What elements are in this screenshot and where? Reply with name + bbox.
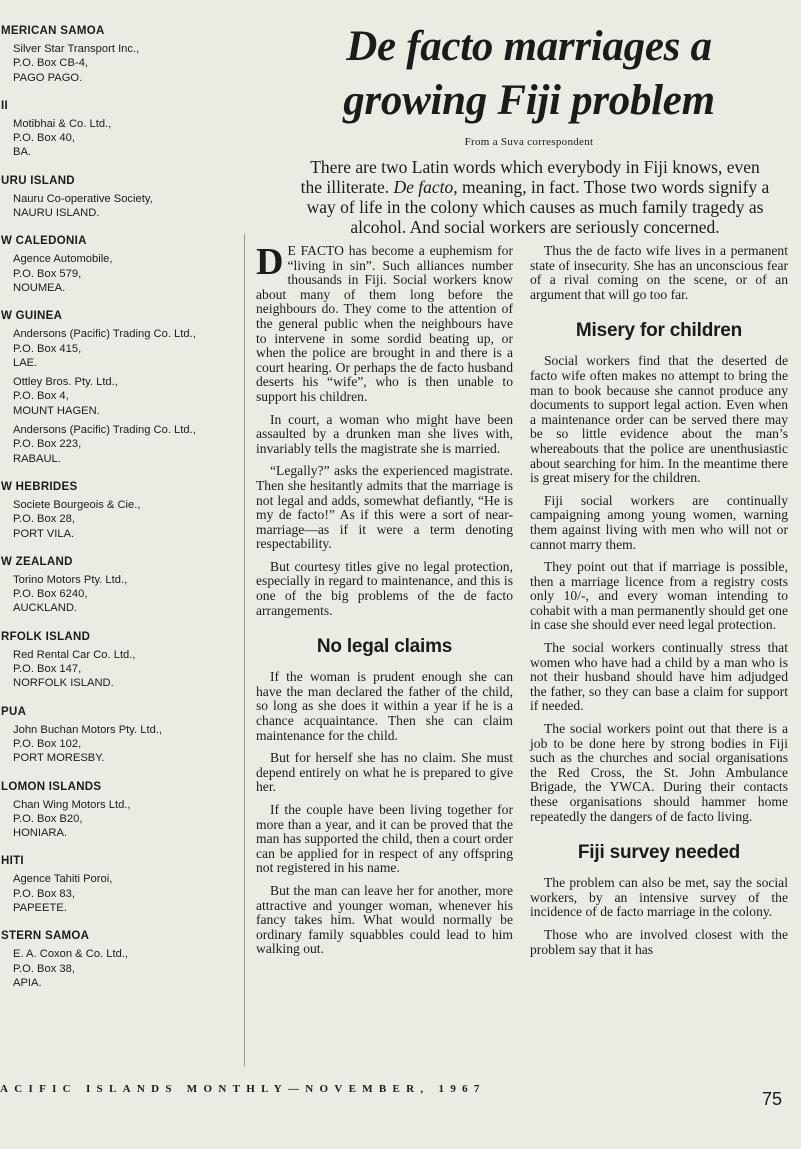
directory-entry-line: Torino Motors Pty. Ltd., — [13, 573, 128, 586]
directory-entry-line: P.O. Box 415, — [13, 342, 82, 355]
directory-region — [0, 234, 245, 295]
directory-region — [0, 99, 245, 160]
directory-entry — [13, 648, 245, 691]
directory-region — [0, 630, 245, 691]
lead-paragraph — [256, 241, 513, 405]
article-column-right — [530, 244, 788, 1074]
article-paragraph: The social workers continually stress that women who have had a child by a man who is not their husband should have him adjudged the father, so they can base a claim for support if needed. — [530, 640, 788, 714]
directory-entry-line: P.O. Box 28, — [13, 513, 75, 526]
article-paragraph: If the woman is prudent enough she can have the man declared the father of the child, so long as she does it within a year if he is a chance acquaintance. Then she can claim maintenance for the child. — [256, 669, 513, 743]
directory-region-name: HITI — [1, 855, 24, 868]
standfirst-text-2: meaning, in fact. Those two words signify a way of life in the colony which causes as much family tragedy as alcohol. And social workers are seriously concerned. — [306, 177, 770, 237]
directory-entry-line: Silver Star Transport Inc., — [13, 43, 140, 55]
directory-region — [0, 929, 245, 990]
article-paragraph: Those who are involved closest with the problem say that it has — [530, 926, 788, 957]
directory-entry-line: P.O. Box 147, — [13, 663, 82, 676]
directory-entry-line: Agence Automobile, — [13, 253, 113, 266]
subhead-fiji-survey-needed: Fiji survey needed — [577, 842, 741, 864]
directory-entry-line: P.O. Box 4, — [13, 390, 69, 403]
headline-line-2: growing Fiji problem — [343, 77, 715, 124]
subhead-no-legal-claims: No legal claims — [316, 636, 453, 658]
directory-entry — [13, 947, 245, 990]
directory-entry-line: PORT VILA. — [13, 527, 75, 540]
directory-region — [0, 780, 245, 841]
directory-entry — [13, 573, 245, 616]
directory-entry-line: P.O. Box 83, — [13, 887, 75, 900]
article-paragraph: In court, a woman who might have been assaulted by a drunken man she lives with, invariably tells the magistrate she is married. — [256, 411, 513, 456]
article-paragraph: If the couple have been living together for more than a year, and it can be proved that the man has supported the child, then a court order can be applied for in respect of any offspring not registered in his name. — [256, 802, 513, 876]
directory-entry-line: P.O. Box B20, — [13, 812, 83, 825]
standfirst-text-1: There are two Latin words which everybody in Fiji knows, even the illiterate. — [300, 157, 760, 197]
directory-entry — [13, 252, 245, 295]
directory-entry — [13, 117, 245, 160]
directory-region-name: URU ISLAND — [1, 174, 75, 187]
directory-entry — [13, 498, 245, 541]
directory-entry-line: Societe Bourgeois & Cie., — [13, 498, 141, 511]
directory-entry-line: Motibhai & Co. Ltd., — [13, 117, 112, 130]
directory-region — [0, 480, 245, 541]
article-paragraph: The social workers point out that there is a job to be done here by strong bodies in Fiji such as the churches and social organisations the Red Cross, the St. John Ambulance Brigade, the YWCA. During their contacts these organisations should hammer home repeatedly the dangers of de facto living. — [530, 721, 788, 824]
directory-region-name: W CALEDONIA — [1, 235, 87, 248]
directory-region — [0, 705, 245, 766]
standfirst-italic: De facto, — [393, 177, 458, 197]
directory-entry-line: HONIARA. — [13, 827, 68, 840]
directory-entry-line: PAGO PAGO. — [13, 71, 83, 84]
directory-entry-line: Agence Tahiti Poroi, — [13, 873, 113, 886]
column-divider — [244, 234, 245, 1066]
directory-region — [0, 174, 245, 221]
directory-entry-line: PAPEETE. — [13, 901, 67, 914]
directory-entry-line: P.O. Box 579, — [13, 267, 82, 280]
article-paragraph: But for herself she has no claim. She must depend entirely on what he is prepared to give her. — [256, 750, 513, 795]
directory-region-name: II — [1, 99, 8, 112]
article-paragraph: Thus the de facto wife lives in a permanent state of insecurity. She has an unconscious fear of a rival coming on the scene, or of an argument that will go too far. — [530, 243, 788, 302]
article-paragraph: But the man can leave her for another, more attractive and younger woman, whenever his fancy takes him. What would normally be ordinary family squabbles could lead to him walking out. — [256, 882, 513, 957]
directory-entry — [13, 375, 245, 418]
directory-entry-line: Red Rental Car Co. Ltd., — [13, 648, 136, 661]
directory-region — [0, 309, 245, 466]
article-paragraph: Social workers find that the deserted de facto wife often makes no attempt to bring the man to book because she cannot produce any documents to support legal action. Even when a maintenance order can be served there may be so little evidence about the man’s whereabouts that the police are unenthusiastic about searching for him. In the meantime there is great misery for the children. — [530, 353, 788, 486]
directory-entry-line: NORFOLK ISLAND. — [13, 677, 114, 690]
directory-entry — [13, 192, 245, 221]
article-paragraph: They point out that if marriage is possible, then a marriage licence from a registry costs only 10/-, and every woman intending to cohabit with a man permanently should get one in case she should ever need legal protection. — [530, 559, 788, 633]
directory-region-name: STERN SAMOA — [1, 930, 90, 943]
directory-entry-line: John Buchan Motors Pty. Ltd., — [13, 723, 163, 736]
subhead-misery-for-children: Misery for children — [575, 320, 743, 342]
article-paragraph: The problem can also be met, say the social workers, by an intensive survey of the incidence of de facto marriage in the colony. — [530, 875, 788, 920]
article-headline — [265, 20, 793, 128]
directory-entry-line: P.O. Box 38, — [13, 962, 75, 975]
directory-entry-line: Nauru Co-operative Society, — [13, 192, 153, 205]
byline: From a Suva correspondent — [464, 136, 594, 148]
directory-entry — [13, 42, 245, 85]
directory-region-name: RFOLK ISLAND — [1, 630, 91, 643]
article-column-left — [256, 241, 513, 1070]
directory-entry — [13, 872, 245, 915]
lead-paragraph-text: E FACTO has become a euphemism for “living in sin”. Such alliances number thousands in Fiji. Social workers know about many of them long before the neighbours do. They come to the attention of the general public when the neighbours have to intervene in some sordid beating up, or when the police are brought in and there is a court hearing. Or perhaps the de facto husband deserts his “wife”, who is then unable to support his children. — [256, 243, 513, 404]
directory-entry-line: Chan Wing Motors Ltd., — [13, 798, 131, 811]
directory-region-name: W ZEALAND — [1, 555, 73, 568]
directory-region-name: W HEBRIDES — [1, 480, 78, 493]
dealer-directory — [0, 24, 245, 1004]
directory-entry — [13, 327, 245, 370]
directory-entry-line: BA. — [13, 146, 32, 159]
drop-cap: D — [256, 241, 284, 283]
directory-entry — [13, 423, 245, 466]
publication-footer: ACIFIC ISLANDS MONTHLY—NOVEMBER, 1967 — [0, 1083, 486, 1095]
directory-entry-line: Ottley Bros. Pty. Ltd., — [13, 376, 118, 389]
directory-entry — [13, 723, 245, 766]
directory-entry-line: MOUNT HAGEN. — [13, 404, 100, 417]
directory-region-name: PUA — [1, 705, 27, 718]
directory-entry-line: NOUMEA. — [13, 281, 66, 294]
directory-region — [0, 24, 245, 85]
directory-entry — [13, 798, 245, 841]
directory-entry-line: NAURU ISLAND. — [13, 207, 100, 220]
directory-entry-line: P.O. Box 40, — [13, 132, 75, 145]
directory-entry-line: P.O. Box 223, — [13, 438, 82, 451]
directory-region-name: W GUINEA — [1, 310, 63, 323]
directory-entry-line: PORT MORESBY. — [13, 752, 105, 765]
directory-entry-line: P.O. Box CB-4, — [13, 57, 89, 70]
directory-entry-line: APIA. — [13, 976, 42, 989]
headline-line-1: De facto marriages a — [346, 23, 712, 70]
page-number: 75 — [762, 1089, 783, 1109]
article-paragraph: But courtesy titles give no legal protection, especially in regard to maintenance, and this is one of the big problems of the de facto arrangements. — [256, 558, 513, 618]
directory-region — [0, 854, 245, 915]
directory-entry-line: LAE. — [13, 356, 38, 369]
article-paragraph: “Legally?” asks the experienced magistrate. Then she hesitantly admits that the marriage is not legal and adds, somewhat defiantly, “He is my de facto!” As if this were a sort of near-marriage—as if it were a term denoting respectability. — [256, 463, 513, 552]
directory-entry-line: E. A. Coxon & Co. Ltd., — [13, 948, 129, 961]
directory-entry-line: P.O. Box 102, — [13, 737, 82, 750]
directory-region — [0, 555, 245, 616]
standfirst — [300, 157, 770, 237]
directory-region-name: LOMON ISLANDS — [1, 780, 102, 793]
article-paragraph: Fiji social workers are continually campaigning among young women, warning them against living with men who will not or cannot marry them. — [530, 492, 788, 552]
directory-entry-line: AUCKLAND. — [13, 602, 78, 615]
directory-entry-line: Andersons (Pacific) Trading Co. Ltd., — [13, 328, 196, 341]
directory-region-name: MERICAN SAMOA — [1, 25, 105, 37]
directory-entry-line: P.O. Box 6240, — [13, 588, 88, 601]
directory-entry-line: Andersons (Pacific) Trading Co. Ltd., — [13, 424, 196, 437]
directory-entry-line: RABAUL. — [13, 452, 61, 465]
